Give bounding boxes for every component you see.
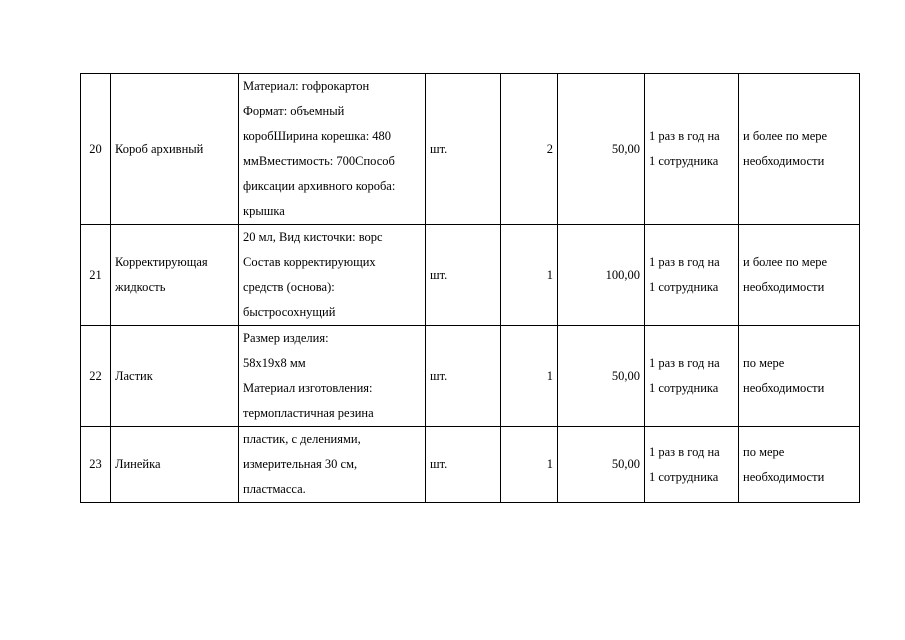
item-name	[111, 326, 239, 427]
note-line: по мере	[743, 444, 785, 459]
description-line: Размер изделия:	[243, 331, 329, 345]
frequency-line: 1 сотрудника	[649, 469, 719, 484]
frequency	[645, 326, 739, 427]
item-name-line: Короб архивный	[115, 141, 204, 156]
frequency-line: 1 раз в год на	[649, 129, 720, 143]
description-line: фиксации архивного короба:	[243, 179, 396, 193]
description-line: Состав корректирующих	[243, 255, 376, 269]
description-line: термопластичная резина	[243, 406, 374, 420]
frequency-line: 1 раз в год на	[649, 356, 720, 370]
frequency-line: 1 сотрудника	[649, 280, 719, 294]
description-line: Формат: объемный	[243, 104, 345, 118]
description-line: измерительная 30 см,	[243, 457, 358, 471]
note-line: по мере	[743, 356, 785, 370]
row-number: 20	[81, 74, 111, 225]
table-row	[81, 225, 860, 326]
description-line: ммВместимость: 700Способ	[243, 154, 395, 168]
unit: шт.	[426, 74, 501, 225]
description-line: быстросохнущий	[243, 305, 336, 319]
note-line: необходимости	[743, 280, 825, 294]
frequency-line: 1 раз в год на	[649, 444, 720, 459]
description-line: пластмасса.	[243, 482, 306, 496]
quantity: 1	[501, 326, 558, 427]
frequency-line: 1 раз в год на	[649, 255, 720, 269]
frequency-line: 1 сотрудника	[649, 154, 719, 168]
note	[739, 74, 860, 225]
unit: шт.	[426, 427, 501, 503]
table-row	[81, 427, 860, 503]
note	[739, 326, 860, 427]
item-name-line: Корректирующая	[115, 255, 208, 269]
description-line: коробШирина корешка: 480	[243, 129, 392, 143]
price: 50,00	[558, 427, 645, 503]
item-name-line: жидкость	[115, 280, 166, 294]
unit: шт.	[426, 326, 501, 427]
frequency	[645, 225, 739, 326]
quantity: 2	[501, 74, 558, 225]
item-name-line: Ластик	[115, 368, 153, 383]
description-line: пластик, с делениями,	[243, 432, 361, 446]
description-line: крышка	[243, 204, 285, 218]
note	[739, 225, 860, 326]
item-description	[239, 326, 426, 427]
table-row	[81, 326, 860, 427]
row-number: 21	[81, 225, 111, 326]
frequency	[645, 427, 739, 503]
description-line: 58x19x8 мм	[243, 356, 306, 370]
price: 100,00	[558, 225, 645, 326]
item-name	[111, 225, 239, 326]
note-line: необходимости	[743, 381, 825, 395]
price: 50,00	[558, 74, 645, 225]
note-line: необходимости	[743, 154, 825, 168]
row-number: 23	[81, 427, 111, 503]
row-number: 22	[81, 326, 111, 427]
note-line: и более по мере	[743, 129, 828, 143]
item-name-line: Линейка	[115, 457, 161, 471]
item-name	[111, 427, 239, 503]
table-row	[81, 74, 860, 225]
unit: шт.	[426, 225, 501, 326]
description-line: 20 мл, Вид кисточки: ворс	[243, 230, 383, 244]
supplies-table	[80, 73, 860, 503]
description-line: Материал изготовления:	[243, 381, 373, 395]
description-line: средств (основа):	[243, 280, 335, 294]
note-line: и более по мере	[743, 255, 828, 269]
frequency-line: 1 сотрудника	[649, 381, 719, 395]
item-description	[239, 427, 426, 503]
item-description	[239, 225, 426, 326]
item-name	[111, 74, 239, 225]
note-line: необходимости	[743, 469, 825, 484]
frequency	[645, 74, 739, 225]
note	[739, 427, 860, 503]
description-line: Материал: гофрокартон	[243, 79, 370, 93]
quantity: 1	[501, 427, 558, 503]
price: 50,00	[558, 326, 645, 427]
item-description	[239, 74, 426, 225]
quantity: 1	[501, 225, 558, 326]
